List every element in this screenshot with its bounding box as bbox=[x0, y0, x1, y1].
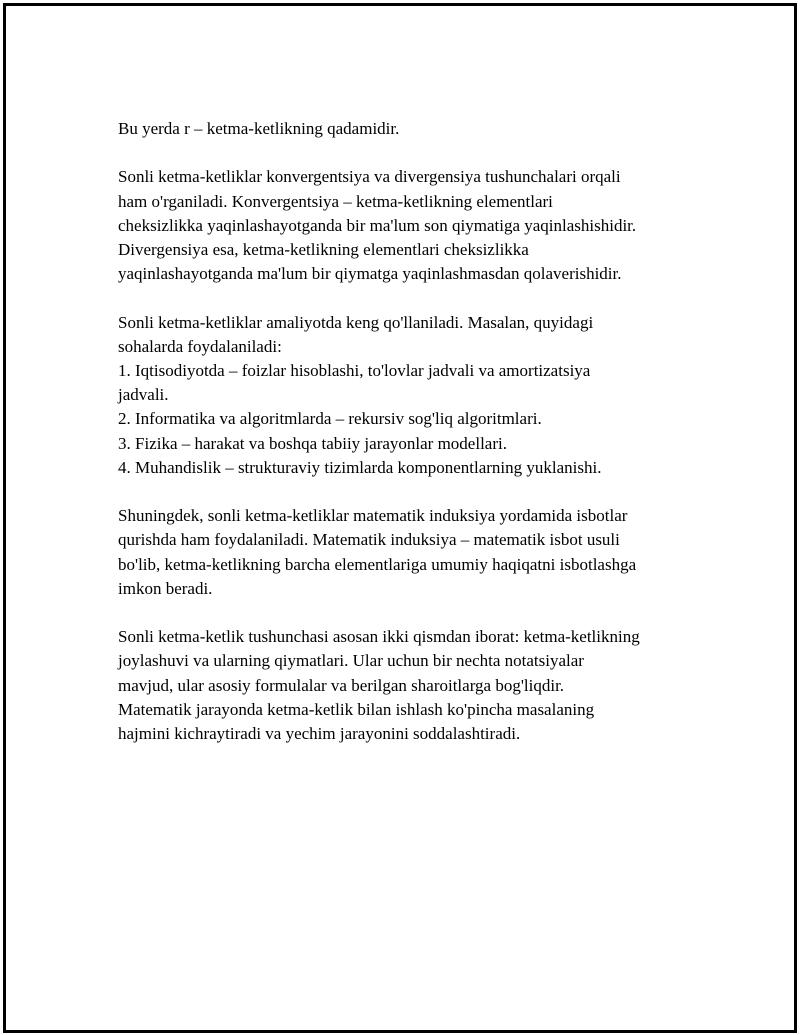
list-item-continuation: jadvali. bbox=[118, 385, 169, 405]
text-line: Bu yerda r – ketma-ketlikning qadamidir. bbox=[118, 119, 400, 138]
text-line: bo'lib, ketma-ketlikning barcha elementlariga umumiy haqiqatni isbotlashga bbox=[118, 554, 637, 574]
text-line: Sonli ketma-ketliklar konvergentsiya va divergensiya tushunchalari orqali bbox=[118, 167, 621, 187]
text-line: imkon beradi. bbox=[118, 578, 213, 598]
text-line: mavjud, ular asosiy formulalar va berilgan sharoitlarga bog'liqdir. bbox=[118, 675, 565, 695]
text-line: Matematik jarayonda ketma-ketlik bilan ishlash ko'pincha masalaning bbox=[118, 699, 595, 719]
list-item: 3. Fizika – harakat va boshqa tabiiy jarayonlar modellari. bbox=[118, 433, 507, 453]
text-line: hajmini kichraytiradi va yechim jarayonini soddalashtiradi. bbox=[118, 724, 521, 744]
text-line: yaqinlashayotganda ma'lum bir qiymatga yaqinlashmasdan qolaverishidir. bbox=[118, 264, 622, 284]
paragraph-applications bbox=[118, 311, 698, 480]
paragraph-concept bbox=[118, 625, 698, 746]
paragraph-convergence bbox=[118, 165, 698, 286]
text-line: Divergensiya esa, ketma-ketlikning elementlari cheksizlikka bbox=[118, 240, 529, 259]
text-line: joylashuvi va ularning qiymatlari. Ular uchun bir nechta notatsiyalar bbox=[118, 651, 584, 671]
text-line: sohalarda foydalaniladi: bbox=[118, 336, 282, 356]
text-line: Sonli ketma-ketliklar amaliyotda keng qo'llaniladi. Masalan, quyidagi bbox=[118, 312, 594, 332]
document-body bbox=[118, 117, 698, 770]
paragraph-step-definition bbox=[118, 117, 698, 141]
list-item: 4. Muhandislik – strukturaviy tizimlarda komponentlarning yuklanishi. bbox=[118, 457, 602, 477]
list-item: 2. Informatika va algoritmlarda – rekursiv sog'liq algoritmlari. bbox=[118, 409, 542, 429]
text-line: cheksizlikka yaqinlashayotganda bir ma'lum son qiymatiga yaqinlashishidir. bbox=[118, 215, 637, 235]
text-line: ham o'rganiladi. Konvergentsiya – ketma-ketlikning elementlari bbox=[118, 191, 553, 211]
text-line: qurishda ham foydalaniladi. Matematik induksiya – matematik isbot usuli bbox=[118, 530, 620, 550]
paragraph-induction bbox=[118, 504, 698, 601]
text-line: Shuningdek, sonli ketma-ketliklar matematik induksiya yordamida isbotlar bbox=[118, 506, 628, 526]
text-line: Sonli ketma-ketlik tushunchasi asosan ikki qismdan iborat: ketma-ketlikning bbox=[118, 627, 640, 647]
list-item: 1. Iqtisodiyotda – foizlar hisoblashi, to'lovlar jadvali va amortizatsiya bbox=[118, 361, 591, 380]
